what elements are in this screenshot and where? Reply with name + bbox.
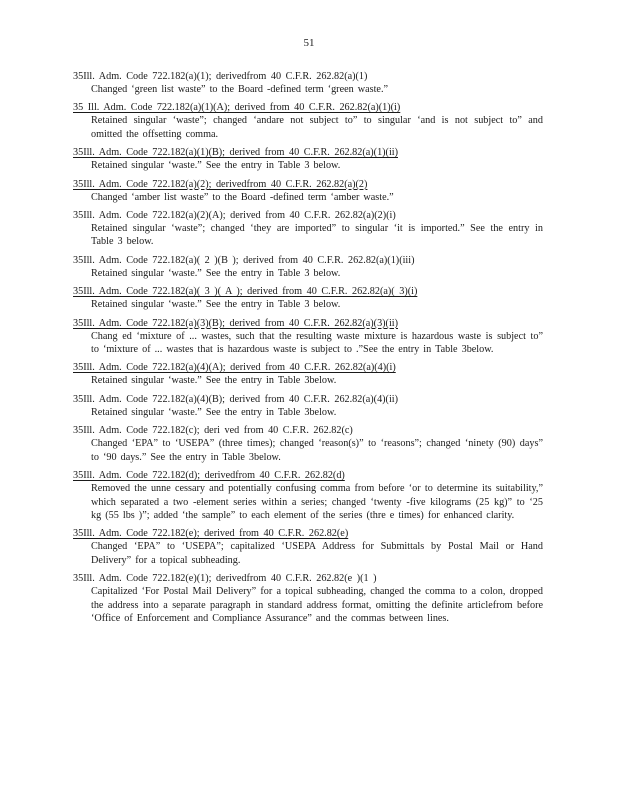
entry-citation: 35Ill. Adm. Code 722.182(e); derived from 40 C.F.R. 262.82(e) [73, 528, 349, 540]
entry-722-182-e [73, 527, 543, 567]
entry-citation: 35Ill. Adm. Code 722.182(e)(1); derivedfrom 40 C.F.R. 262.82(e )(1 ) [73, 573, 377, 585]
entry-citation: 35Ill. Adm. Code 722.182(a)(1); derivedfrom 40 C.F.R. 262.82(a)(1) [73, 71, 368, 82]
entry-722-182-d [73, 469, 543, 522]
entry-note: Removed the unne cessary and potentially confusing comma from before ‘or to determine its suitability,” which separated a two -element series within a series; changed ‘twenty -five kilograms (25 kg)” to ‘25 kg (55 lbs )”; added ‘the sample” to each element of the series (thre e times) for enhanced clarity. [91, 483, 543, 521]
entry-citation: 35Ill. Adm. Code 722.182(a)(2)(A); derived from 40 C.F.R. 262.82(a)(2)(i) [73, 210, 396, 222]
entry-citation: 35 Ill. Adm. Code 722.182(a)(1)(A); derived from 40 C.F.R. 262.82(a)(1)(i) [73, 102, 401, 114]
entry-citation: 35Ill. Adm. Code 722.182(a)( 3 )( A ); derived from 40 C.F.R. 262.82(a)( 3)(i) [73, 286, 418, 298]
entry-note: Retained singular ‘waste.” See the entry in Table 3 below. [91, 160, 341, 172]
entry-list [73, 70, 543, 630]
entry-722-182-a-1 [73, 70, 543, 96]
entry-722-182-a-4-B [73, 393, 543, 419]
entry-note: Changed ‘EPA” to ‘USEPA”; capitalized ‘USEPA Address for Submittals by Postal Mail or Hand Delivery” for a topical subheading. [91, 541, 543, 566]
entry-722-182-a-3-A [73, 285, 543, 311]
entry-note: Retained singular ‘waste.” See the entry in Table 3below. [91, 406, 337, 418]
entry-note: Changed ‘green list waste” to the Board -defined term ‘green waste.” [91, 84, 389, 95]
entry-note: Changed ‘amber list waste” to the Board -defined term ‘amber waste.” [91, 191, 394, 203]
entry-citation: 35Ill. Adm. Code 722.182(a)(4)(B); derived from 40 C.F.R. 262.82(a)(4)(ii) [73, 393, 398, 405]
entry-722-182-a-1-B [73, 146, 543, 172]
entry-722-182-a-4-A [73, 361, 543, 387]
entry-citation: 35Ill. Adm. Code 722.182(a)(4)(A); derived from 40 C.F.R. 262.82(a)(4)(i) [73, 362, 396, 374]
entry-note: Retained singular ‘waste”; changed ‘they are imported” to singular ‘it is imported.” See the entry in Table 3 below. [91, 223, 543, 248]
entry-note: Capitalized ‘For Postal Mail Delivery” for a topical subheading, changed the comma to a colon, dropped the address into a separate paragraph in standard address format, omitting the definite articlefrom before ‘Office of Enforcement and Compliance Assurance” and the commas between lines. [91, 586, 543, 624]
entry-citation: 35Ill. Adm. Code 722.182(d); derivedfrom 40 C.F.R. 262.82(d) [73, 470, 345, 482]
entry-722-182-a-1-A [73, 101, 543, 141]
entry-note: Retained singular ‘waste.” See the entry in Table 3below. [91, 375, 337, 387]
entry-722-182-a-3-B [73, 317, 543, 357]
entry-citation: 35Ill. Adm. Code 722.182(c); deri ved from 40 C.F.R. 262.82(c) [73, 425, 353, 437]
entry-note: Changed ‘EPA” to ‘USEPA” (three times); changed ‘reason(s)” to ‘reasons”; changed ‘ninety (90) days” to ‘90 days.” See the entry in Table 3below. [91, 438, 543, 463]
entry-citation: 35Ill. Adm. Code 722.182(a)(2); derivedfrom 40 C.F.R. 262.82(a)(2) [73, 178, 368, 190]
entry-722-182-a-2-A [73, 209, 543, 249]
entry-citation: 35Ill. Adm. Code 722.182(a)( 2 )(B ); derived from 40 C.F.R. 262.82(a)(1)(iii) [73, 254, 415, 266]
entry-722-182-a-2 [73, 178, 543, 204]
entry-722-182-a-2-B [73, 254, 543, 280]
entry-note: Retained singular ‘waste.” See the entry in Table 3 below. [91, 299, 341, 311]
entry-722-182-e-1 [73, 572, 543, 625]
entry-citation: 35Ill. Adm. Code 722.182(a)(1)(B); derived from 40 C.F.R. 262.82(a)(1)(ii) [73, 147, 398, 159]
entry-citation: 35Ill. Adm. Code 722.182(a)(3)(B); derived from 40 C.F.R. 262.82(a)(3)(ii) [73, 317, 398, 329]
page-number: 51 [303, 37, 315, 49]
entry-note: Retained singular ‘waste.” See the entry in Table 3 below. [91, 267, 341, 279]
entry-note: Chang ed ‘mixture of ... wastes, such that the resulting waste mixture is hazardous waste is subject to” to ‘mixture of ... wastes that is hazardous waste is subject to .”See the entry in Table 3below. [91, 330, 543, 356]
entry-722-182-c [73, 424, 543, 464]
entry-note: Retained singular ‘waste”; changed ‘andare not subject to” to singular ‘and is not subject to” and omitted the offsetting comma. [91, 115, 543, 140]
